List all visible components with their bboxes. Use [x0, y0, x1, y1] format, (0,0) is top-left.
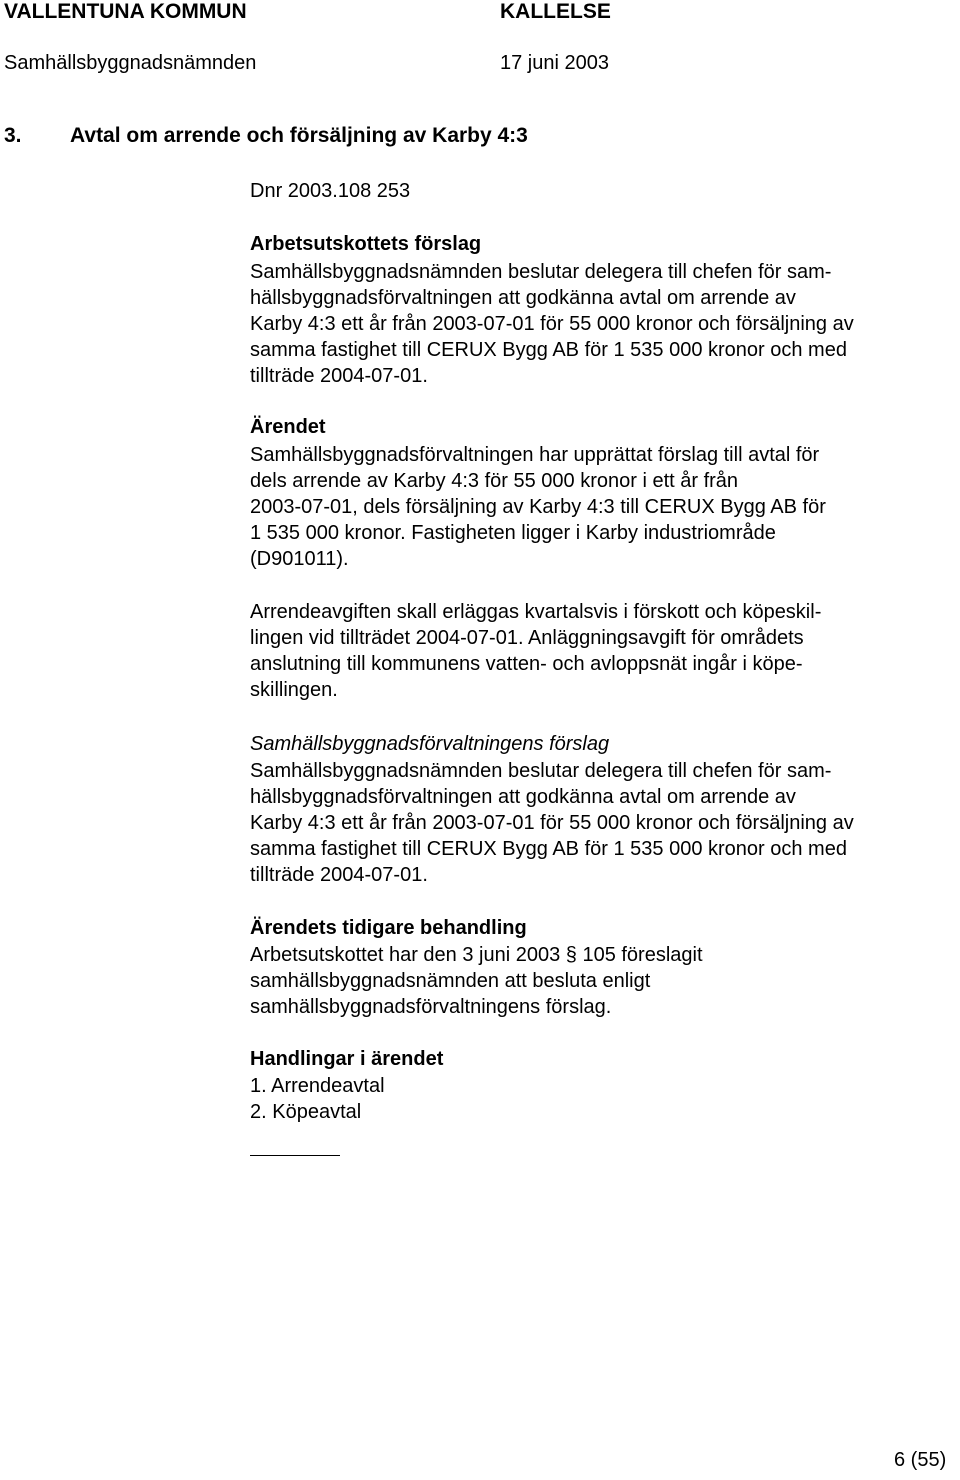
page-number: 6 (55)	[894, 1449, 947, 1471]
dnr-reference: Dnr 2003.108 253	[250, 180, 411, 202]
paragraph-line: lingen vid tillträdet 2004-07-01. Anläggningsavgift för områdets	[250, 627, 804, 649]
item-number: 3.	[4, 124, 22, 147]
paragraph-line: samhällsbyggnadsnämnden att besluta enligt	[250, 970, 651, 992]
list-item: 1. Arrendeavtal	[250, 1075, 385, 1097]
paragraph-line: 2003-07-01, dels försäljning av Karby 4:3 till CERUX Bygg AB för	[250, 496, 826, 518]
section-heading-forvaltning: Samhällsbyggnadsförvaltningens förslag	[250, 733, 610, 755]
paragraph-line: Arbetsutskottet har den 3 juni 2003 § 105 föreslagit	[250, 944, 703, 966]
section-heading-arbetsutskott: Arbetsutskottets förslag	[250, 233, 482, 255]
section-heading-arendet: Ärendet	[250, 416, 326, 438]
list-item: 2. Köpeavtal	[250, 1101, 362, 1123]
paragraph-line: Samhällsbyggnadsnämnden beslutar delegera till chefen för sam-	[250, 261, 832, 283]
paragraph-line: anslutning till kommunens vatten- och avloppsnät ingår i köpe-	[250, 653, 803, 675]
paragraph-line: 1 535 000 kronor. Fastigheten ligger i Karby industriområde	[250, 522, 776, 544]
paragraph-line: samhällsbyggnadsförvaltningens förslag.	[250, 996, 612, 1018]
paragraph-line: samma fastighet till CERUX Bygg AB för 1 535 000 kronor och med	[250, 339, 847, 361]
section-heading-handlingar: Handlingar i ärendet	[250, 1048, 444, 1070]
committee-name: Samhällsbyggnadsnämnden	[4, 52, 257, 74]
section-heading-tidigare: Ärendets tidigare behandling	[250, 917, 527, 939]
item-title: Avtal om arrende och försäljning av Karby 4:3	[70, 124, 528, 147]
paragraph-line: tillträde 2004-07-01.	[250, 864, 428, 886]
paragraph-line: Samhällsbyggnadsförvaltningen har upprättat förslag till avtal för	[250, 444, 820, 466]
paragraph-line: Karby 4:3 ett år från 2003-07-01 för 55 000 kronor och försäljning av	[250, 812, 854, 834]
paragraph-line: hällsbyggnadsförvaltningen att godkänna avtal om arrende av	[250, 786, 796, 808]
paragraph-line: Karby 4:3 ett år från 2003-07-01 för 55 000 kronor och försäljning av	[250, 313, 854, 335]
paragraph-line: Samhällsbyggnadsnämnden beslutar delegera till chefen för sam-	[250, 760, 832, 782]
document-date: 17 juni 2003	[500, 52, 609, 74]
paragraph-line: Arrendeavgiften skall erläggas kvartalsvis i förskott och köpeskil-	[250, 601, 822, 623]
paragraph-line: tillträde 2004-07-01.	[250, 365, 428, 387]
paragraph-line: dels arrende av Karby 4:3 för 55 000 kronor i ett år från	[250, 470, 739, 492]
document-type: KALLELSE	[500, 0, 611, 23]
end-rule-divider	[250, 1155, 340, 1156]
paragraph-line: skillingen.	[250, 679, 338, 701]
organization-name: VALLENTUNA KOMMUN	[4, 0, 247, 23]
paragraph-line: samma fastighet till CERUX Bygg AB för 1 535 000 kronor och med	[250, 838, 847, 860]
paragraph-line: (D901011).	[250, 548, 349, 570]
paragraph-line: hällsbyggnadsförvaltningen att godkänna avtal om arrende av	[250, 287, 796, 309]
